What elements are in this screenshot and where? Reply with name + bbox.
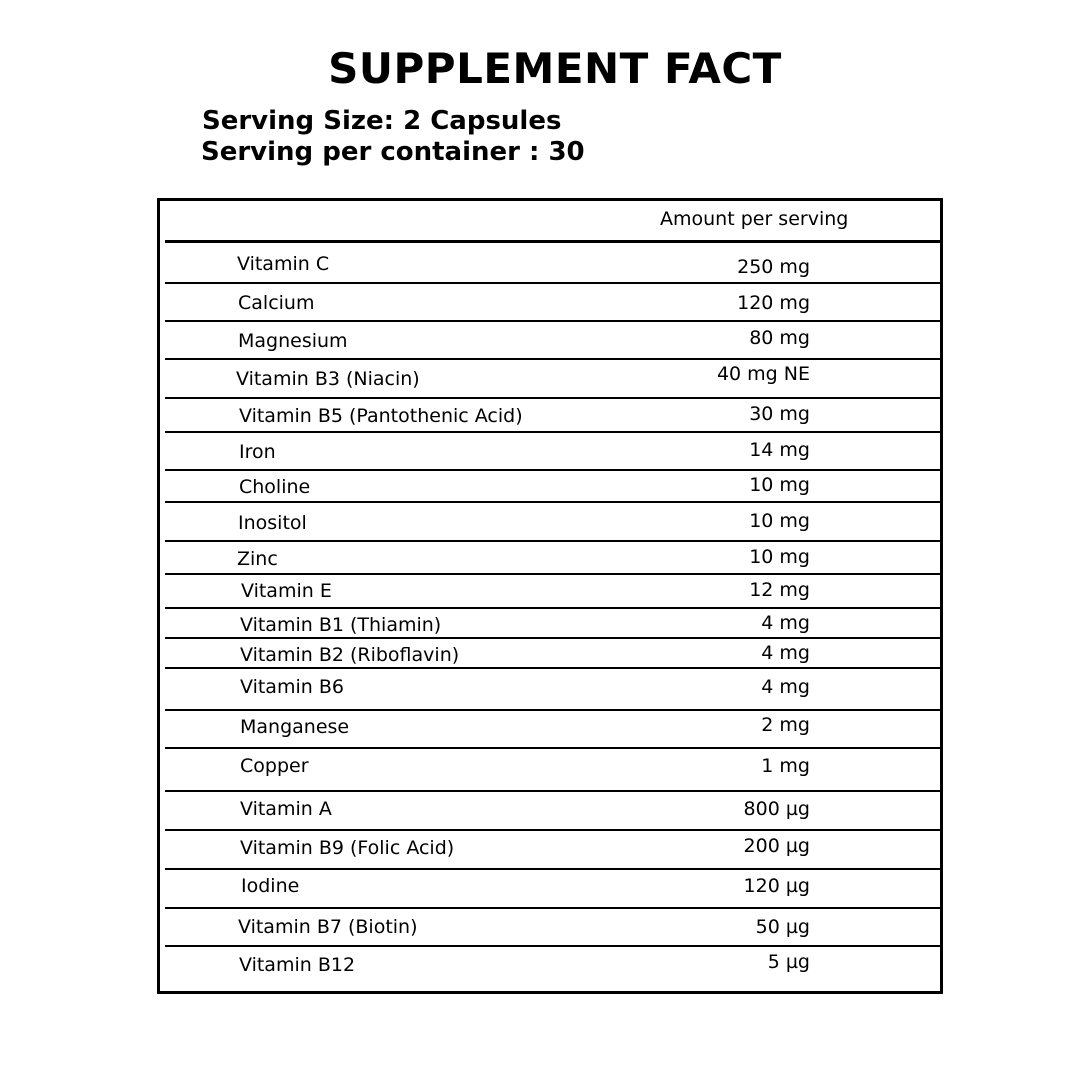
- nutrient-amount: 2 mg: [761, 714, 810, 736]
- nutrient-amount: 50 µg: [755, 916, 810, 938]
- nutrient-amount: 80 mg: [749, 327, 810, 349]
- amount-per-serving-header: Amount per serving: [660, 208, 849, 230]
- nutrient-name: Vitamin B5 (Pantothenic Acid): [239, 405, 523, 427]
- nutrient-name: Vitamin B3 (Niacin): [236, 368, 420, 390]
- nutrient-name: Iodine: [241, 875, 300, 897]
- row-divider: [165, 573, 942, 575]
- row-divider: [165, 868, 942, 870]
- nutrient-amount: 1 mg: [761, 755, 810, 777]
- row-divider: [165, 607, 942, 609]
- nutrient-amount: 5 µg: [767, 951, 810, 973]
- nutrient-name: Vitamin B9 (Folic Acid): [240, 837, 455, 859]
- nutrient-amount: 4 mg: [761, 676, 810, 698]
- nutrient-name: Vitamin B2 (Riboflavin): [240, 644, 460, 666]
- nutrient-amount: 200 µg: [743, 835, 810, 857]
- nutrient-amount: 40 mg NE: [716, 363, 810, 385]
- row-divider: [165, 282, 942, 284]
- row-divider: [165, 358, 942, 360]
- nutrient-name: Vitamin A: [240, 798, 332, 820]
- row-divider: [165, 501, 942, 503]
- nutrient-name: Vitamin E: [241, 580, 332, 602]
- nutrient-amount: 120 µg: [743, 875, 810, 897]
- nutrient-name: Choline: [239, 476, 311, 498]
- row-divider: [165, 790, 942, 792]
- serving-size: Serving Size: 2 Capsules: [202, 106, 562, 136]
- nutrient-amount: 4 mg: [761, 612, 810, 634]
- nutrient-amount: 120 mg: [737, 292, 810, 314]
- nutrient-name: Zinc: [237, 548, 278, 570]
- nutrient-amount: 10 mg: [749, 546, 810, 568]
- nutrient-amount: 12 mg: [749, 579, 810, 601]
- row-divider: [165, 637, 942, 639]
- row-divider: [165, 829, 942, 831]
- row-divider: [165, 945, 942, 947]
- nutrient-amount: 30 mg: [749, 403, 810, 425]
- nutrient-name: Magnesium: [238, 330, 348, 352]
- nutrient-name: Inositol: [238, 512, 307, 534]
- nutrient-amount: 10 mg: [749, 510, 810, 532]
- nutrient-name: Vitamin B1 (Thiamin): [240, 614, 442, 636]
- nutrient-name: Vitamin B7 (Biotin): [238, 916, 418, 938]
- nutrient-name: Copper: [240, 755, 309, 777]
- nutrient-amount: 250 mg: [737, 256, 810, 278]
- nutrient-amount: 14 mg: [749, 439, 810, 461]
- nutrient-name: Iron: [239, 441, 276, 463]
- row-divider: [165, 907, 942, 909]
- row-divider: [165, 397, 942, 399]
- supplement-facts-table: [157, 198, 943, 994]
- row-divider: [165, 469, 942, 471]
- header-divider: [165, 240, 942, 243]
- row-divider: [165, 667, 942, 669]
- row-divider: [165, 709, 942, 711]
- nutrient-name: Calcium: [238, 292, 315, 314]
- servings-per-container: Serving per container : 30: [201, 137, 585, 167]
- nutrient-amount: 800 µg: [743, 798, 810, 820]
- row-divider: [165, 747, 942, 749]
- row-divider: [165, 431, 942, 433]
- nutrient-amount: 4 mg: [761, 642, 810, 664]
- row-divider: [165, 320, 942, 322]
- page-title: SUPPLEMENT FACT: [328, 44, 782, 93]
- row-divider: [165, 540, 942, 542]
- nutrient-amount: 10 mg: [749, 474, 810, 496]
- nutrient-name: Vitamin B12: [239, 954, 356, 976]
- nutrient-name: Vitamin B6: [240, 676, 344, 698]
- nutrient-name: Vitamin C: [237, 253, 330, 275]
- nutrient-name: Manganese: [240, 716, 350, 738]
